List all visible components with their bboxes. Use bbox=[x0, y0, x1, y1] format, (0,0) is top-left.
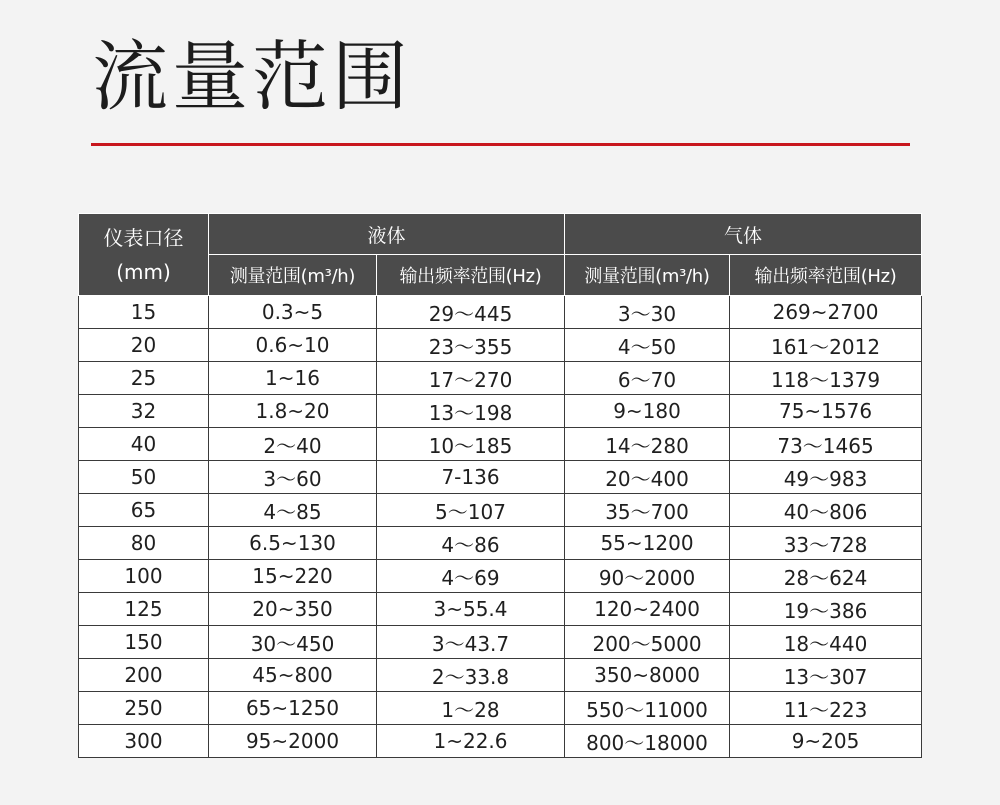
meter-size-cell: 80 bbox=[79, 527, 209, 560]
liquid-range-cell: 4～85 bbox=[209, 494, 377, 527]
liquid-frequency-cell: 23～355 bbox=[377, 329, 565, 362]
table-row bbox=[79, 692, 922, 725]
gas-frequency-cell: 73～1465 bbox=[730, 428, 922, 461]
liquid-range-cell: 20~350 bbox=[209, 593, 377, 626]
liquid-range-cell: 95~2000 bbox=[209, 725, 377, 758]
liquid-frequency-cell: 3～43.7 bbox=[377, 626, 565, 659]
table-row bbox=[79, 296, 922, 329]
table-row bbox=[79, 494, 922, 527]
table-body bbox=[79, 296, 922, 758]
liquid-range-cell: 3～60 bbox=[209, 461, 377, 494]
meter-size-cell: 32 bbox=[79, 395, 209, 428]
meter-size-cell: 200 bbox=[79, 659, 209, 692]
liquid-range-cell: 0.3~5 bbox=[209, 296, 377, 329]
gas-frequency-cell: 11～223 bbox=[730, 692, 922, 725]
liquid-frequency-header: 输出频率范围(Hz) bbox=[377, 255, 565, 296]
gas-range-cell: 200～5000 bbox=[565, 626, 730, 659]
liquid-range-cell: 6.5~130 bbox=[209, 527, 377, 560]
meter-size-cell: 100 bbox=[79, 560, 209, 593]
gas-range-cell: 120~2400 bbox=[565, 593, 730, 626]
gas-range-cell: 14～280 bbox=[565, 428, 730, 461]
meter-size-header-label: 仪表口径 bbox=[103, 225, 184, 250]
page-title: 流量范围 bbox=[92, 32, 412, 121]
gas-range-cell: 4～50 bbox=[565, 329, 730, 362]
gas-frequency-cell: 28～624 bbox=[730, 560, 922, 593]
table-row bbox=[79, 560, 922, 593]
liquid-frequency-cell: 2～33.8 bbox=[377, 659, 565, 692]
gas-frequency-cell: 40～806 bbox=[730, 494, 922, 527]
meter-size-cell: 300 bbox=[79, 725, 209, 758]
meter-size-cell: 15 bbox=[79, 296, 209, 329]
liquid-range-header: 测量范围(m³/h) bbox=[209, 255, 377, 296]
liquid-range-cell: 65~1250 bbox=[209, 692, 377, 725]
gas-range-cell: 55~1200 bbox=[565, 527, 730, 560]
gas-range-cell: 6～70 bbox=[565, 362, 730, 395]
gas-frequency-cell: 9~205 bbox=[730, 725, 922, 758]
gas-range-cell: 550～11000 bbox=[565, 692, 730, 725]
gas-frequency-cell: 75~1576 bbox=[730, 395, 922, 428]
liquid-frequency-cell: 10～185 bbox=[377, 428, 565, 461]
gas-range-cell: 350~8000 bbox=[565, 659, 730, 692]
liquid-frequency-cell: 4～86 bbox=[377, 527, 565, 560]
gas-range-cell: 3～30 bbox=[565, 296, 730, 329]
liquid-frequency-cell: 4～69 bbox=[377, 560, 565, 593]
meter-size-header bbox=[79, 214, 209, 296]
liquid-frequency-cell: 5～107 bbox=[377, 494, 565, 527]
gas-frequency-cell: 13～307 bbox=[730, 659, 922, 692]
gas-frequency-cell: 269~2700 bbox=[730, 296, 922, 329]
meter-size-header-unit: (mm) bbox=[116, 259, 171, 284]
gas-frequency-cell: 33～728 bbox=[730, 527, 922, 560]
gas-range-header: 测量范围(m³/h) bbox=[565, 255, 730, 296]
liquid-range-cell: 45~800 bbox=[209, 659, 377, 692]
gas-frequency-cell: 161～2012 bbox=[730, 329, 922, 362]
liquid-frequency-cell: 1~22.6 bbox=[377, 725, 565, 758]
meter-size-cell: 250 bbox=[79, 692, 209, 725]
title-divider bbox=[91, 143, 910, 146]
table-row bbox=[79, 461, 922, 494]
liquid-frequency-cell: 1～28 bbox=[377, 692, 565, 725]
table-row bbox=[79, 428, 922, 461]
meter-size-cell: 20 bbox=[79, 329, 209, 362]
table-row bbox=[79, 362, 922, 395]
meter-size-cell: 25 bbox=[79, 362, 209, 395]
gas-range-cell: 20～400 bbox=[565, 461, 730, 494]
flow-range-table bbox=[78, 213, 922, 758]
gas-frequency-cell: 18～440 bbox=[730, 626, 922, 659]
gas-frequency-cell: 49～983 bbox=[730, 461, 922, 494]
gas-range-cell: 9~180 bbox=[565, 395, 730, 428]
liquid-frequency-cell: 13～198 bbox=[377, 395, 565, 428]
gas-frequency-cell: 118～1379 bbox=[730, 362, 922, 395]
liquid-range-cell: 1~16 bbox=[209, 362, 377, 395]
table-row bbox=[79, 395, 922, 428]
liquid-range-cell: 15~220 bbox=[209, 560, 377, 593]
table-row bbox=[79, 329, 922, 362]
meter-size-cell: 125 bbox=[79, 593, 209, 626]
table-row bbox=[79, 725, 922, 758]
liquid-range-cell: 30～450 bbox=[209, 626, 377, 659]
gas-frequency-cell: 19～386 bbox=[730, 593, 922, 626]
meter-size-cell: 40 bbox=[79, 428, 209, 461]
gas-range-cell: 800～18000 bbox=[565, 725, 730, 758]
liquid-frequency-cell: 17～270 bbox=[377, 362, 565, 395]
table-row bbox=[79, 659, 922, 692]
gas-frequency-header: 输出频率范围(Hz) bbox=[730, 255, 922, 296]
liquid-range-cell: 2～40 bbox=[209, 428, 377, 461]
gas-range-cell: 35～700 bbox=[565, 494, 730, 527]
liquid-frequency-cell: 7-136 bbox=[377, 461, 565, 494]
meter-size-cell: 50 bbox=[79, 461, 209, 494]
table-row bbox=[79, 626, 922, 659]
liquid-frequency-cell: 29～445 bbox=[377, 296, 565, 329]
table-row bbox=[79, 593, 922, 626]
gas-range-cell: 90～2000 bbox=[565, 560, 730, 593]
liquid-range-cell: 1.8~20 bbox=[209, 395, 377, 428]
table-row bbox=[79, 527, 922, 560]
liquid-range-cell: 0.6~10 bbox=[209, 329, 377, 362]
liquid-frequency-cell: 3~55.4 bbox=[377, 593, 565, 626]
liquid-header: 液体 bbox=[209, 214, 565, 255]
meter-size-cell: 65 bbox=[79, 494, 209, 527]
meter-size-cell: 150 bbox=[79, 626, 209, 659]
gas-header: 气体 bbox=[565, 214, 922, 255]
